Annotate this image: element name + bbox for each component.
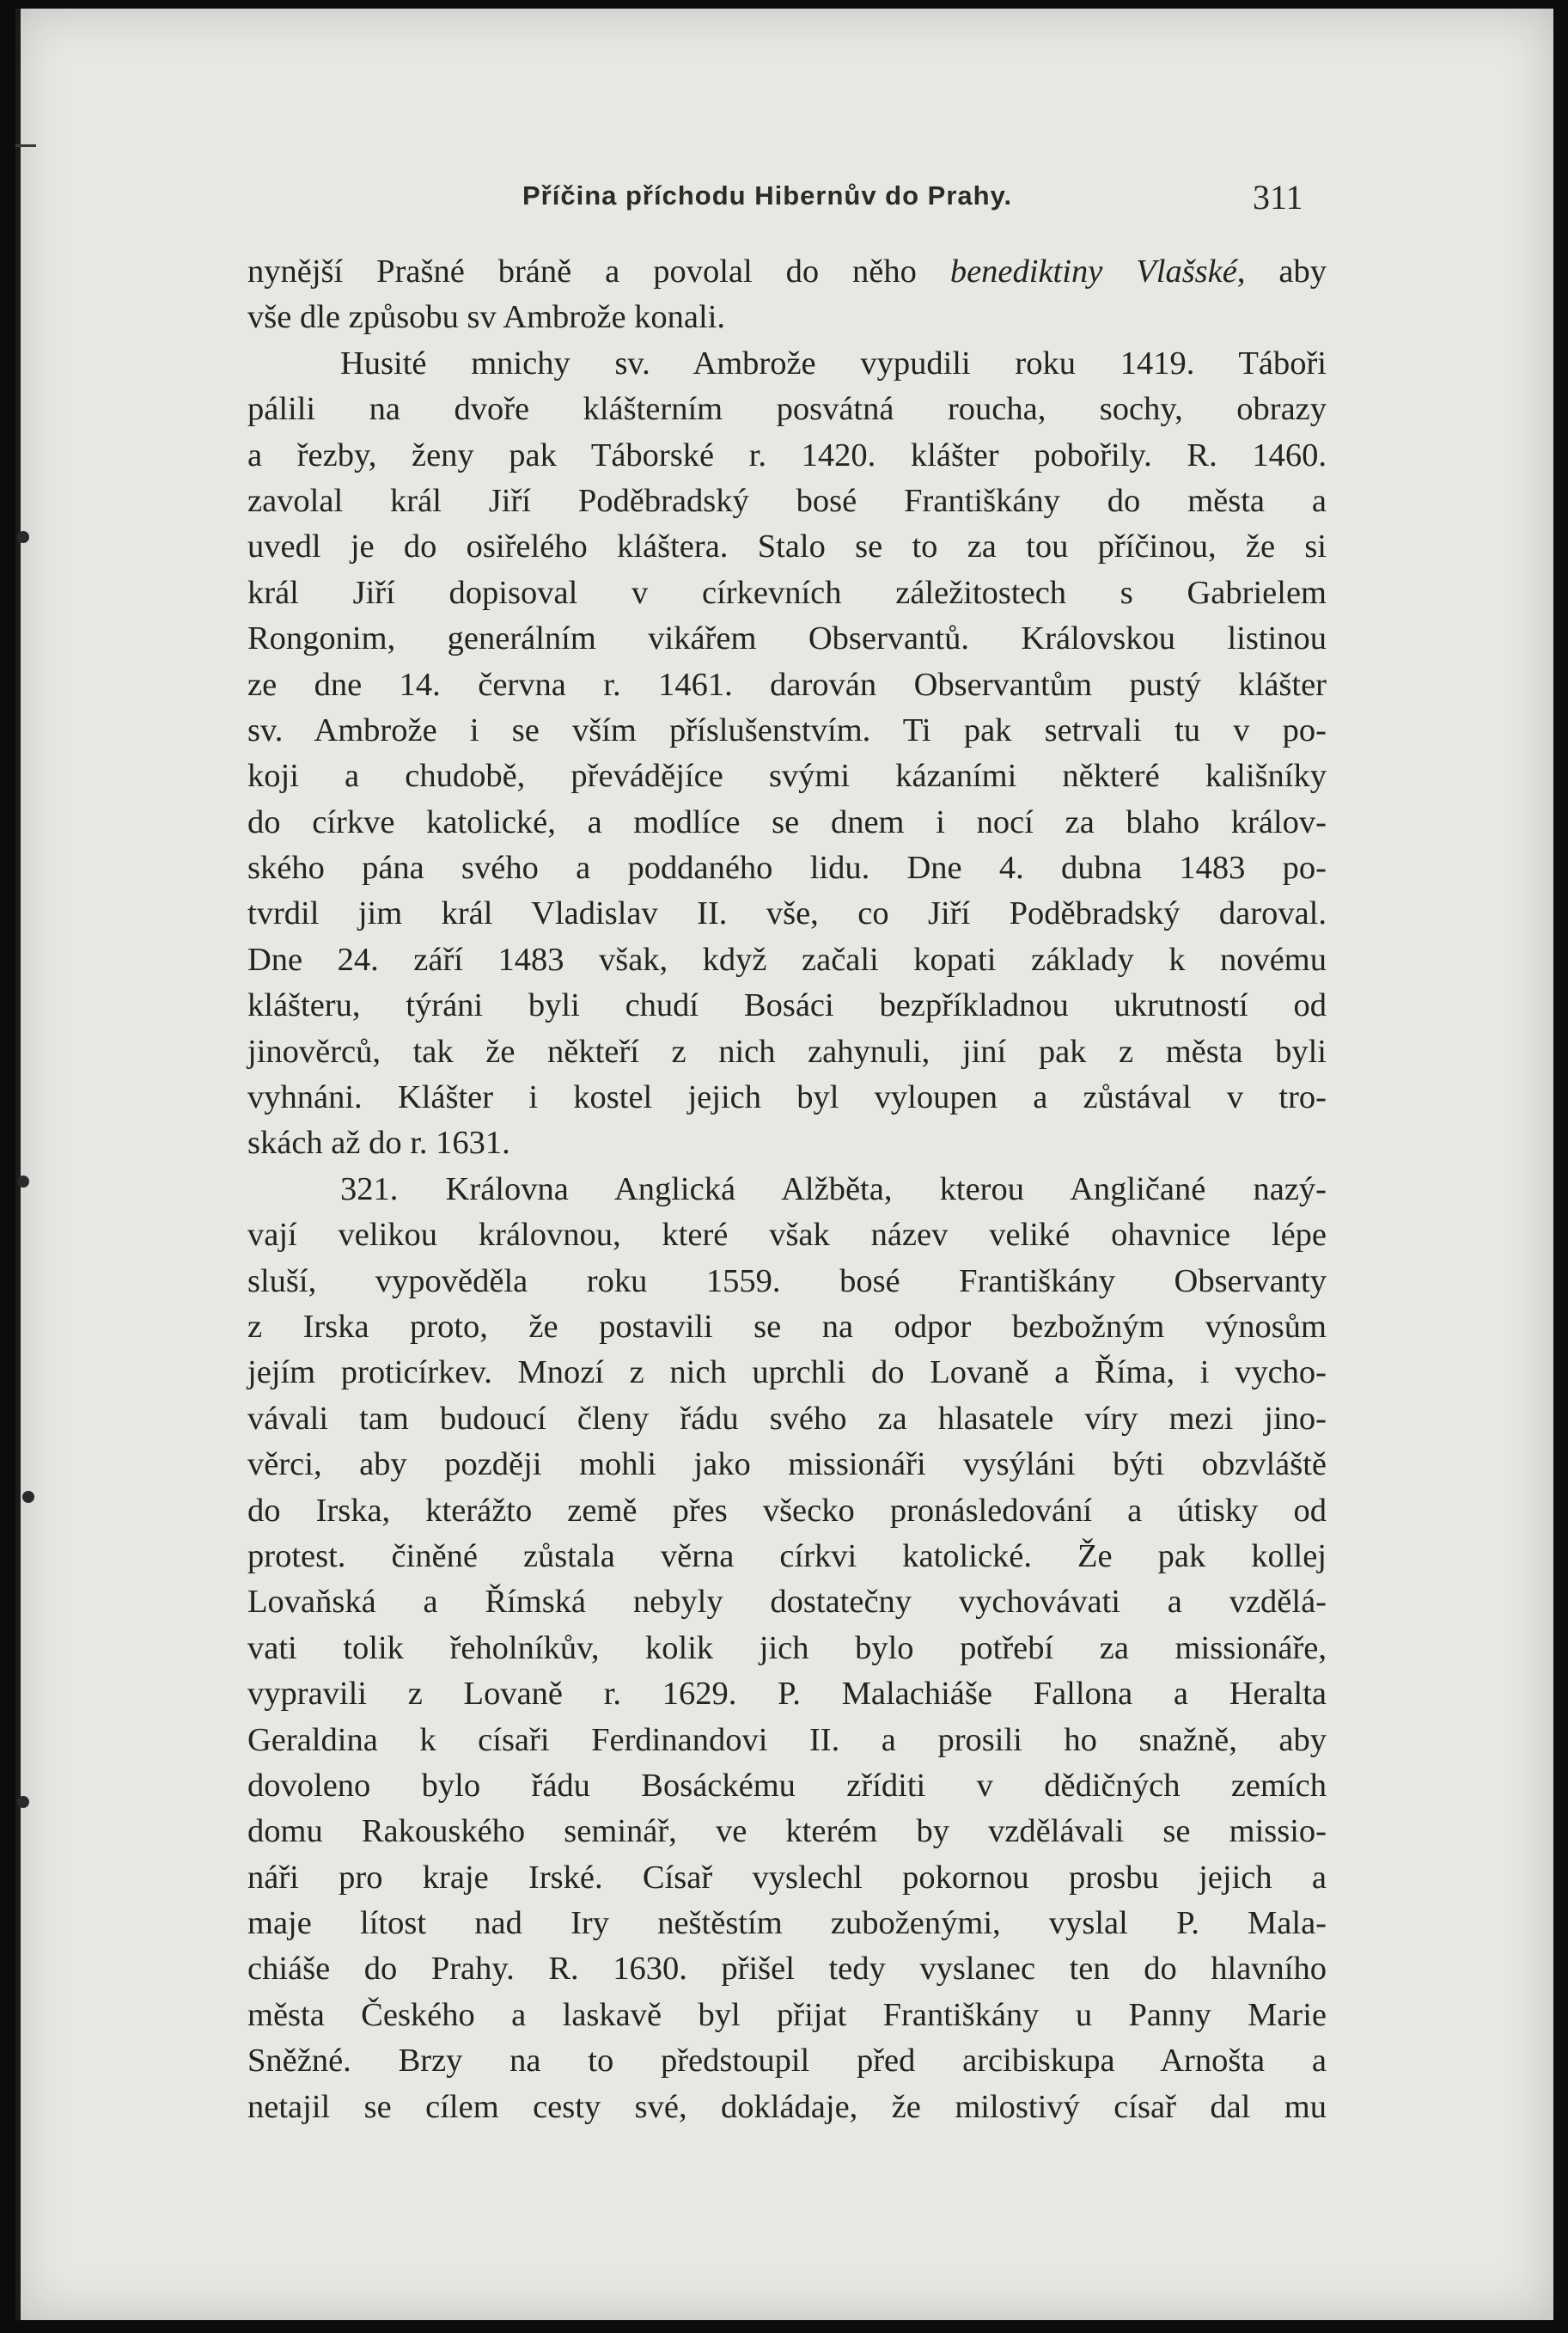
text-line: zavolal král Jiří Poděbradský bosé Františkány do města a <box>247 482 1327 519</box>
text-line: ze dne 14. června r. 1461. darován Observantům pustý klášter <box>247 666 1327 703</box>
text-line: chiáše do Prahy. R. 1630. přišel tedy vyslanec ten do hlavního <box>247 1951 1327 1988</box>
text-line: a řezby, ženy pak Táborské r. 1420. klášter pobořily. R. 1460. <box>247 437 1327 473</box>
text-line: 321. Královna Anglická Alžběta, kterou Angličané nazý- <box>340 1170 1327 1207</box>
text-line: dovoleno bylo řádu Bosáckému zříditi v dědičných zemích <box>247 1767 1327 1804</box>
text-line: uvedl je do osiřelého kláštera. Stalo se to za tou příčinou, že si <box>247 528 1327 565</box>
text-line: Geraldina k císaři Ferdinandovi II. a prosili ho snažně, aby <box>247 1721 1327 1758</box>
text-line: klášteru, týráni byli chudí Bosáci bezpříkladnou ukrutností od <box>247 987 1327 1024</box>
text-line: věrci, aby později mohli jako missionáři vysýláni býti obzvláště <box>247 1446 1327 1483</box>
text-line: vávali tam budoucí členy řádu svého za hlasatele víry mezi jino- <box>247 1400 1327 1437</box>
text-line: vše dle způsobu sv Ambrože konali. <box>247 299 726 336</box>
text-line: jejím proticírkev. Mnozí z nich uprchli do Lovaně a Říma, i vycho- <box>247 1354 1327 1391</box>
page-edge-shadow <box>15 9 21 2320</box>
margin-mark <box>22 1491 34 1503</box>
text-line: domu Rakouského seminář, ve kterém by vzdělávali se missio- <box>247 1813 1327 1850</box>
body-text <box>247 249 1327 2130</box>
text-line: nynější Prašné bráně a povolal do něho benediktiny Vlašské, aby <box>247 253 1327 290</box>
margin-mark <box>15 144 36 147</box>
text-line: Sněžné. Brzy na to předstoupil před arcibiskupa Arnošta a <box>247 2043 1327 2080</box>
text-line: vypravili z Lovaně r. 1629. P. Malachiáše Fallona a Heralta <box>247 1676 1327 1713</box>
page-number: 311 <box>1253 178 1303 217</box>
running-title: Příčina příchodu Hibernův do Prahy. <box>522 180 1013 211</box>
text-line: Rongonim, generálním vikářem Observantů. Královskou listinou <box>247 620 1327 657</box>
text-line: vyhnáni. Klášter i kostel jejich byl vyloupen a zůstával v tro- <box>247 1079 1327 1116</box>
text-line: koji a chudobě, převádějíce svými kázaními některé kališníky <box>247 758 1327 795</box>
text-line: města Českého a laskavě byl přijat Františkány u Panny Marie <box>247 1996 1327 2033</box>
emphasis-text: benediktiny Vlašské <box>949 253 1237 290</box>
margin-mark <box>17 1176 29 1188</box>
text-line: z Irska proto, že postavili se na odpor bezbožným výnosům <box>247 1308 1327 1345</box>
text-line: tvrdil jim král Vladislav II. vše, co Jiří Poděbradský daroval. <box>247 895 1327 932</box>
margin-mark <box>17 1796 29 1808</box>
text-line: Husité mnichy sv. Ambrože vypudili roku 1419. Táboři <box>340 345 1327 382</box>
margin-mark <box>17 531 29 543</box>
text-line: jinověrců, tak že někteří z nich zahynuli, jiní pak z města byli <box>247 1033 1327 1070</box>
text-line: náři pro kraje Irské. Císař vyslechl pokornou prosbu jejich a <box>247 1859 1327 1896</box>
text-line: do církve katolické, a modlíce se dnem i nocí za blaho králov- <box>247 803 1327 840</box>
text-line: sluší, vypověděla roku 1559. bosé Františkány Observanty <box>247 1262 1327 1299</box>
text-line: netajil se cílem cesty své, dokládaje, že milostivý císař dal mu <box>247 2088 1327 2125</box>
text-line: král Jiří dopisoval v církevních záležitostech s Gabrielem <box>247 574 1327 611</box>
text-line: ského pána svého a poddaného lidu. Dne 4. dubna 1483 po- <box>247 850 1327 887</box>
text-line: Dne 24. září 1483 však, když začali kopati základy k novému <box>247 941 1327 978</box>
running-head <box>15 177 1553 220</box>
text-line: sv. Ambrože i se vším příslušenstvím. Ti pak setrvali tu v po- <box>247 712 1327 748</box>
text-line: pálili na dvoře klášterním posvátná roucha, sochy, obrazy <box>247 391 1327 428</box>
book-page <box>15 9 1553 2320</box>
text-line: maje lítost nad Iry neštěstím zuboženými, vyslal P. Mala- <box>247 1905 1327 1942</box>
text-line: protest. činěné zůstala věrna církvi katolické. Že pak kollej <box>247 1537 1327 1574</box>
text-line: vají velikou královnou, které však název veliké ohavnice lépe <box>247 1217 1327 1254</box>
text-line: Lovaňská a Římská nebyly dostatečny vychovávati a vzdělá- <box>247 1584 1327 1621</box>
text-line: skách až do r. 1631. <box>247 1125 510 1162</box>
text-line: do Irska, kterážto země přes všecko pronásledování a útisky od <box>247 1492 1327 1529</box>
text-line: vati tolik řeholníkův, kolik jich bylo potřebí za missionáře, <box>247 1629 1327 1666</box>
